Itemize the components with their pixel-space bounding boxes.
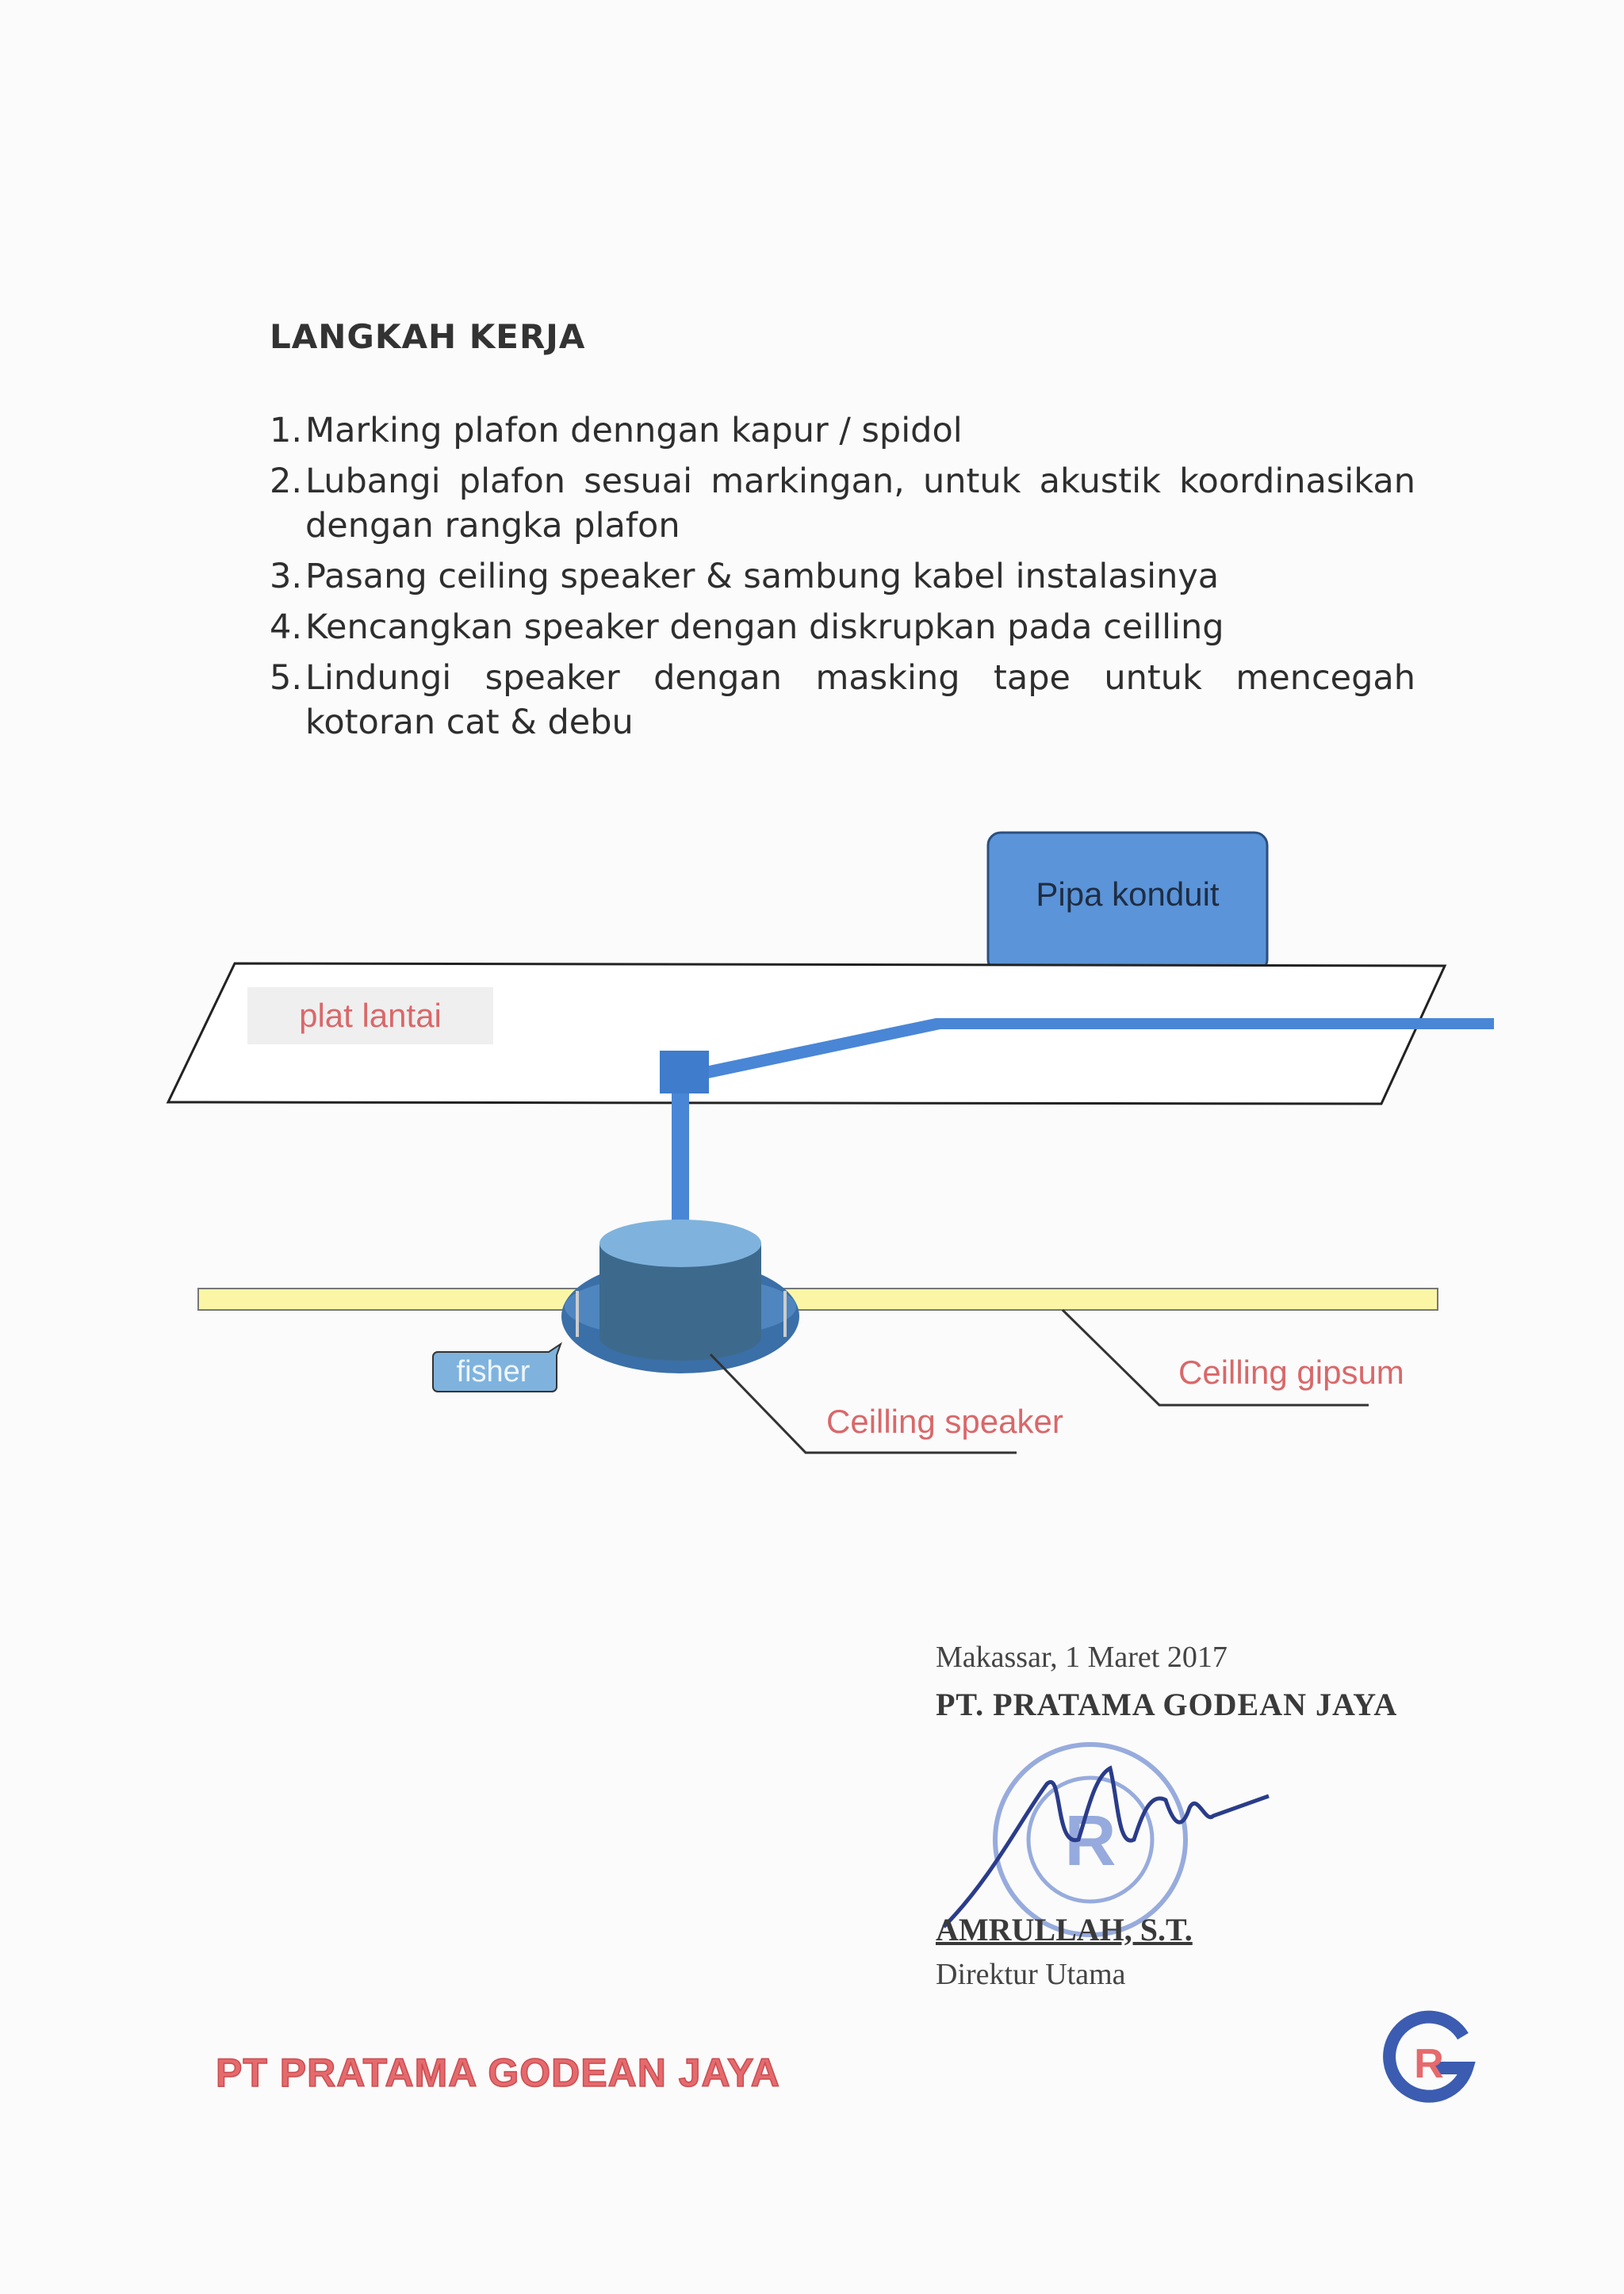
step-text: Lindungi speaker dengan masking tape untuk mencegah kotoran cat & debu [305,658,1415,742]
ceiling-speaker [561,1220,799,1373]
step-number: 4. [270,607,303,647]
step-number: 2. [270,461,303,501]
callout-label: Pipa konduit [1036,875,1220,913]
step-item [270,656,1415,745]
page-title: LANGKAH KERJA [270,317,586,356]
step-item [270,605,1415,649]
gypsum-ceiling-right [776,1289,1438,1310]
signatory-title: Direktur Utama [936,1958,1126,1991]
step-number: 5. [270,658,303,698]
fisher-label: fisher [456,1355,530,1388]
signatory-name: AMRULLAH, S.T. [936,1912,1193,1947]
footer-brand: PT PRATAMA GODEAN JAYA [216,2051,780,2095]
installation-diagram [0,817,1624,1499]
step-item [270,459,1415,548]
step-text: Lubangi plafon sesuai markingan, untuk akustik koordinasikan dengan rangka plafon [305,461,1415,546]
step-item [270,554,1415,599]
place-date: Makassar, 1 Maret 2017 [936,1641,1228,1674]
svg-text:R: R [1414,2041,1444,2087]
work-steps-list [270,408,1415,751]
stamp-letter-icon: R [1064,1802,1116,1881]
step-text: Marking plafon denngan kapur / spidol [305,411,963,450]
signatory-company: PT. PRATAMA GODEAN JAYA [936,1687,1398,1722]
speaker-label: Ceilling speaker [826,1403,1063,1440]
step-number: 1. [270,411,303,450]
fisher-callout [433,1344,561,1392]
step-text: Pasang ceiling speaker & sambung kabel instalasinya [305,557,1220,596]
company-logo-icon [1380,2005,1483,2108]
signature-block [936,1640,1398,1991]
gypsum-ceiling-left [198,1289,579,1310]
step-text: Kencangkan speaker dengan diskrupkan pada ceilling [305,607,1224,647]
step-number: 3. [270,557,303,596]
step-item [270,408,1415,453]
gypsum-label: Ceilling gipsum [1178,1354,1404,1391]
slab-label: plat lantai [299,997,442,1034]
